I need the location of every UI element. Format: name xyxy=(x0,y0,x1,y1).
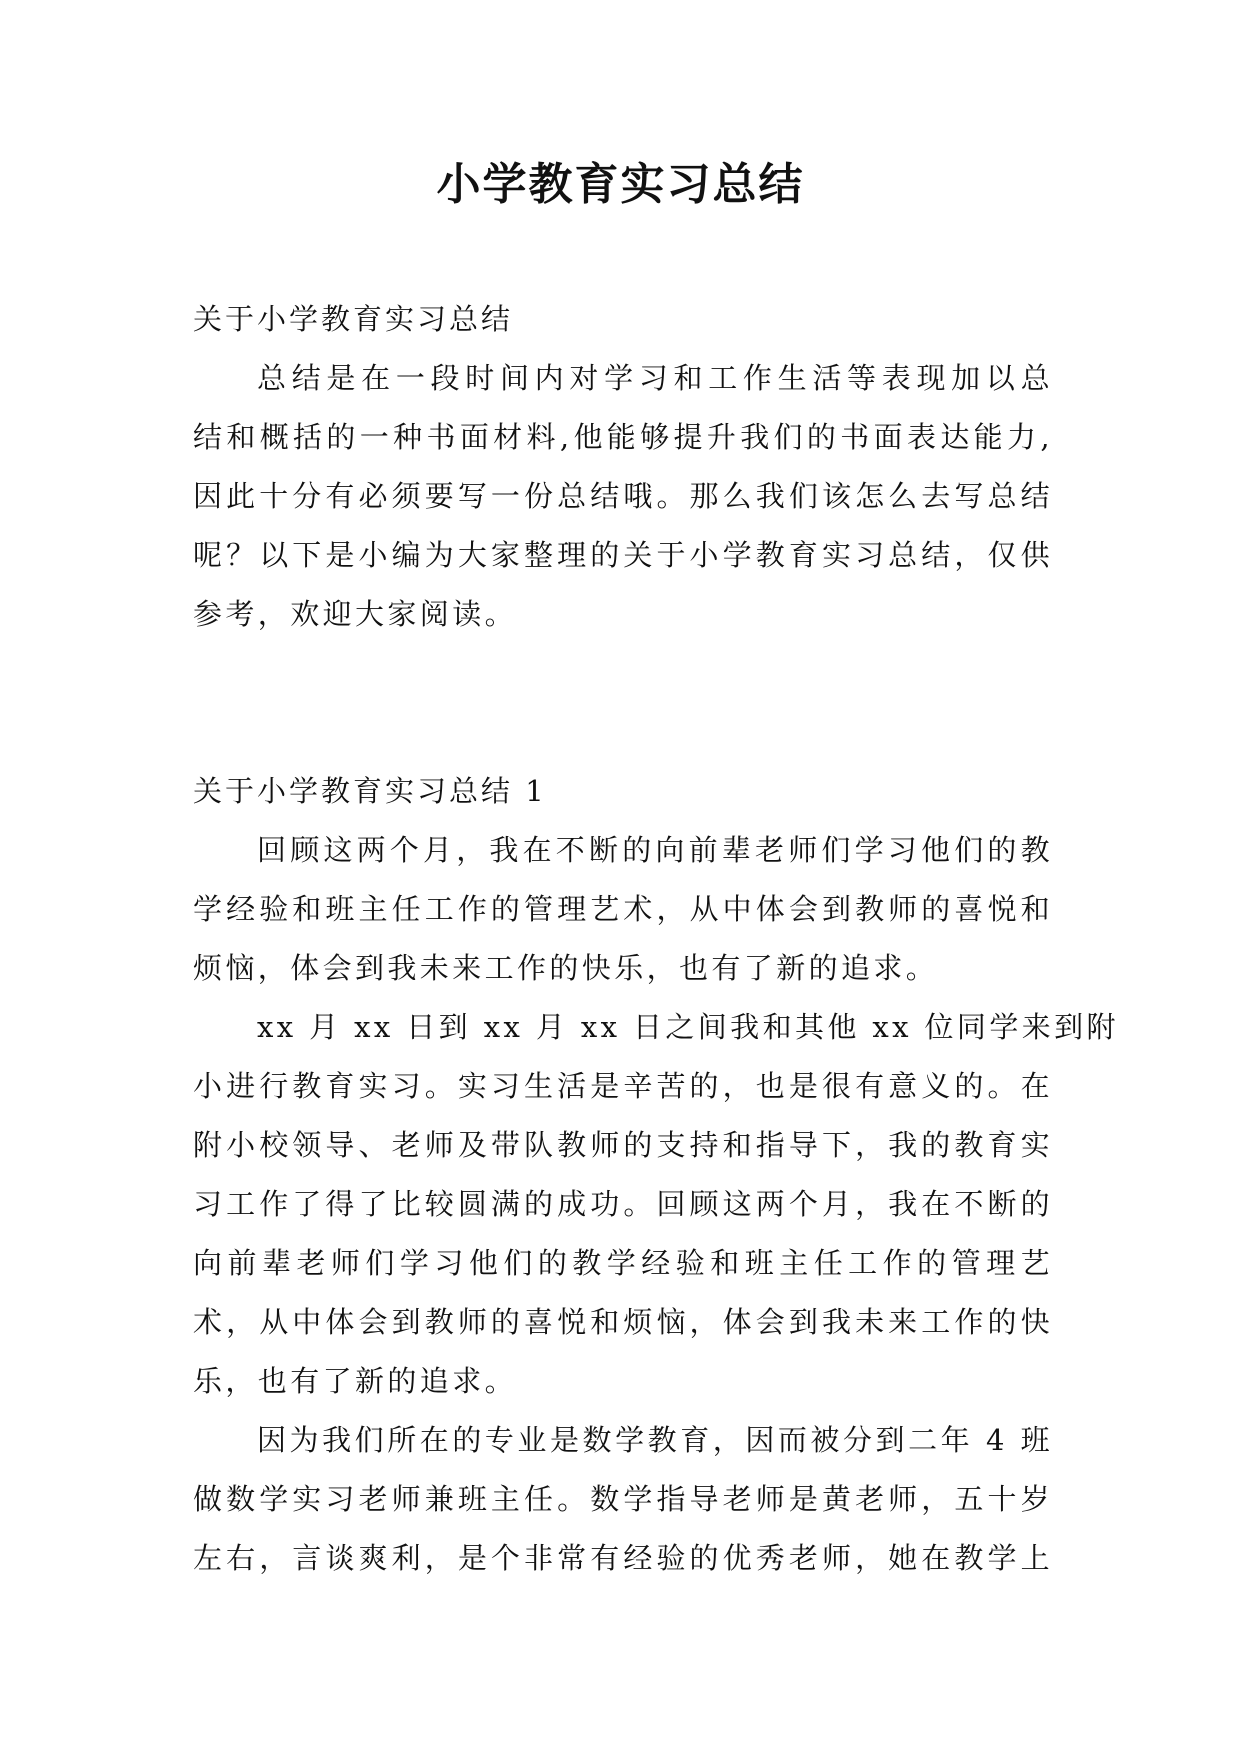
paragraph-line: 附小校领导、老师及带队教师的支持和指导下，我的教育实 xyxy=(193,1128,1053,1162)
intro-heading: 关于小学教育实习总结 xyxy=(193,302,514,336)
paragraph-line: 乐，也有了新的追求。 xyxy=(193,1364,518,1398)
document-body xyxy=(193,290,1119,1588)
paragraph-line: 小进行教育实习。实习生活是辛苦的，也是很有意义的。在 xyxy=(193,1069,1053,1103)
paragraph-line: 回顾这两个月，我在不断的向前辈老师们学习他们的教 xyxy=(257,833,1053,867)
paragraph-line: 因为我们所在的专业是数学教育，因而被分到二年 4 班 xyxy=(257,1423,1053,1457)
paragraph-line: 结和概括的一种书面材料,他能够提升我们的书面表达能力, xyxy=(193,420,1053,454)
paragraph-line: 向前辈老师们学习他们的教学经验和班主任工作的管理艺 xyxy=(193,1246,1053,1280)
paragraph-line: xx 月 xx 日到 xx 月 xx 日之间我和其他 xx 位同学来到附 xyxy=(257,1010,1119,1044)
section1-paragraph-2 xyxy=(193,998,1119,1411)
section1-paragraph-3 xyxy=(193,1411,1053,1588)
section1-heading: 关于小学教育实习总结 1 xyxy=(193,774,547,808)
paragraph-line: 习工作了得了比较圆满的成功。回顾这两个月，我在不断的 xyxy=(193,1187,1053,1221)
document-title: 小学教育实习总结 xyxy=(436,159,805,210)
paragraph-line: 因此十分有必须要写一份总结哦。那么我们该怎么去写总结 xyxy=(193,479,1053,513)
section1-paragraph-1 xyxy=(193,821,1053,998)
paragraph-line: 左右，言谈爽利，是个非常有经验的优秀老师，她在教学上 xyxy=(193,1541,1053,1575)
paragraph-line: 呢？以下是小编为大家整理的关于小学教育实习总结，仅供 xyxy=(193,538,1053,572)
paragraph-line: 烦恼，体会到我未来工作的快乐，也有了新的追求。 xyxy=(193,951,939,985)
paragraph-line: 学经验和班主任工作的管理艺术，从中体会到教师的喜悦和 xyxy=(193,892,1053,926)
paragraph-line: 参考，欢迎大家阅读。 xyxy=(193,597,518,631)
paragraph-line: 做数学实习老师兼班主任。数学指导老师是黄老师，五十岁 xyxy=(193,1482,1053,1516)
intro-paragraph xyxy=(193,349,1053,644)
section-spacer xyxy=(193,644,1053,762)
paragraph-line: 术，从中体会到教师的喜悦和烦恼，体会到我未来工作的快 xyxy=(193,1305,1053,1339)
paragraph-line: 总结是在一段时间内对学习和工作生活等表现加以总 xyxy=(257,361,1053,395)
